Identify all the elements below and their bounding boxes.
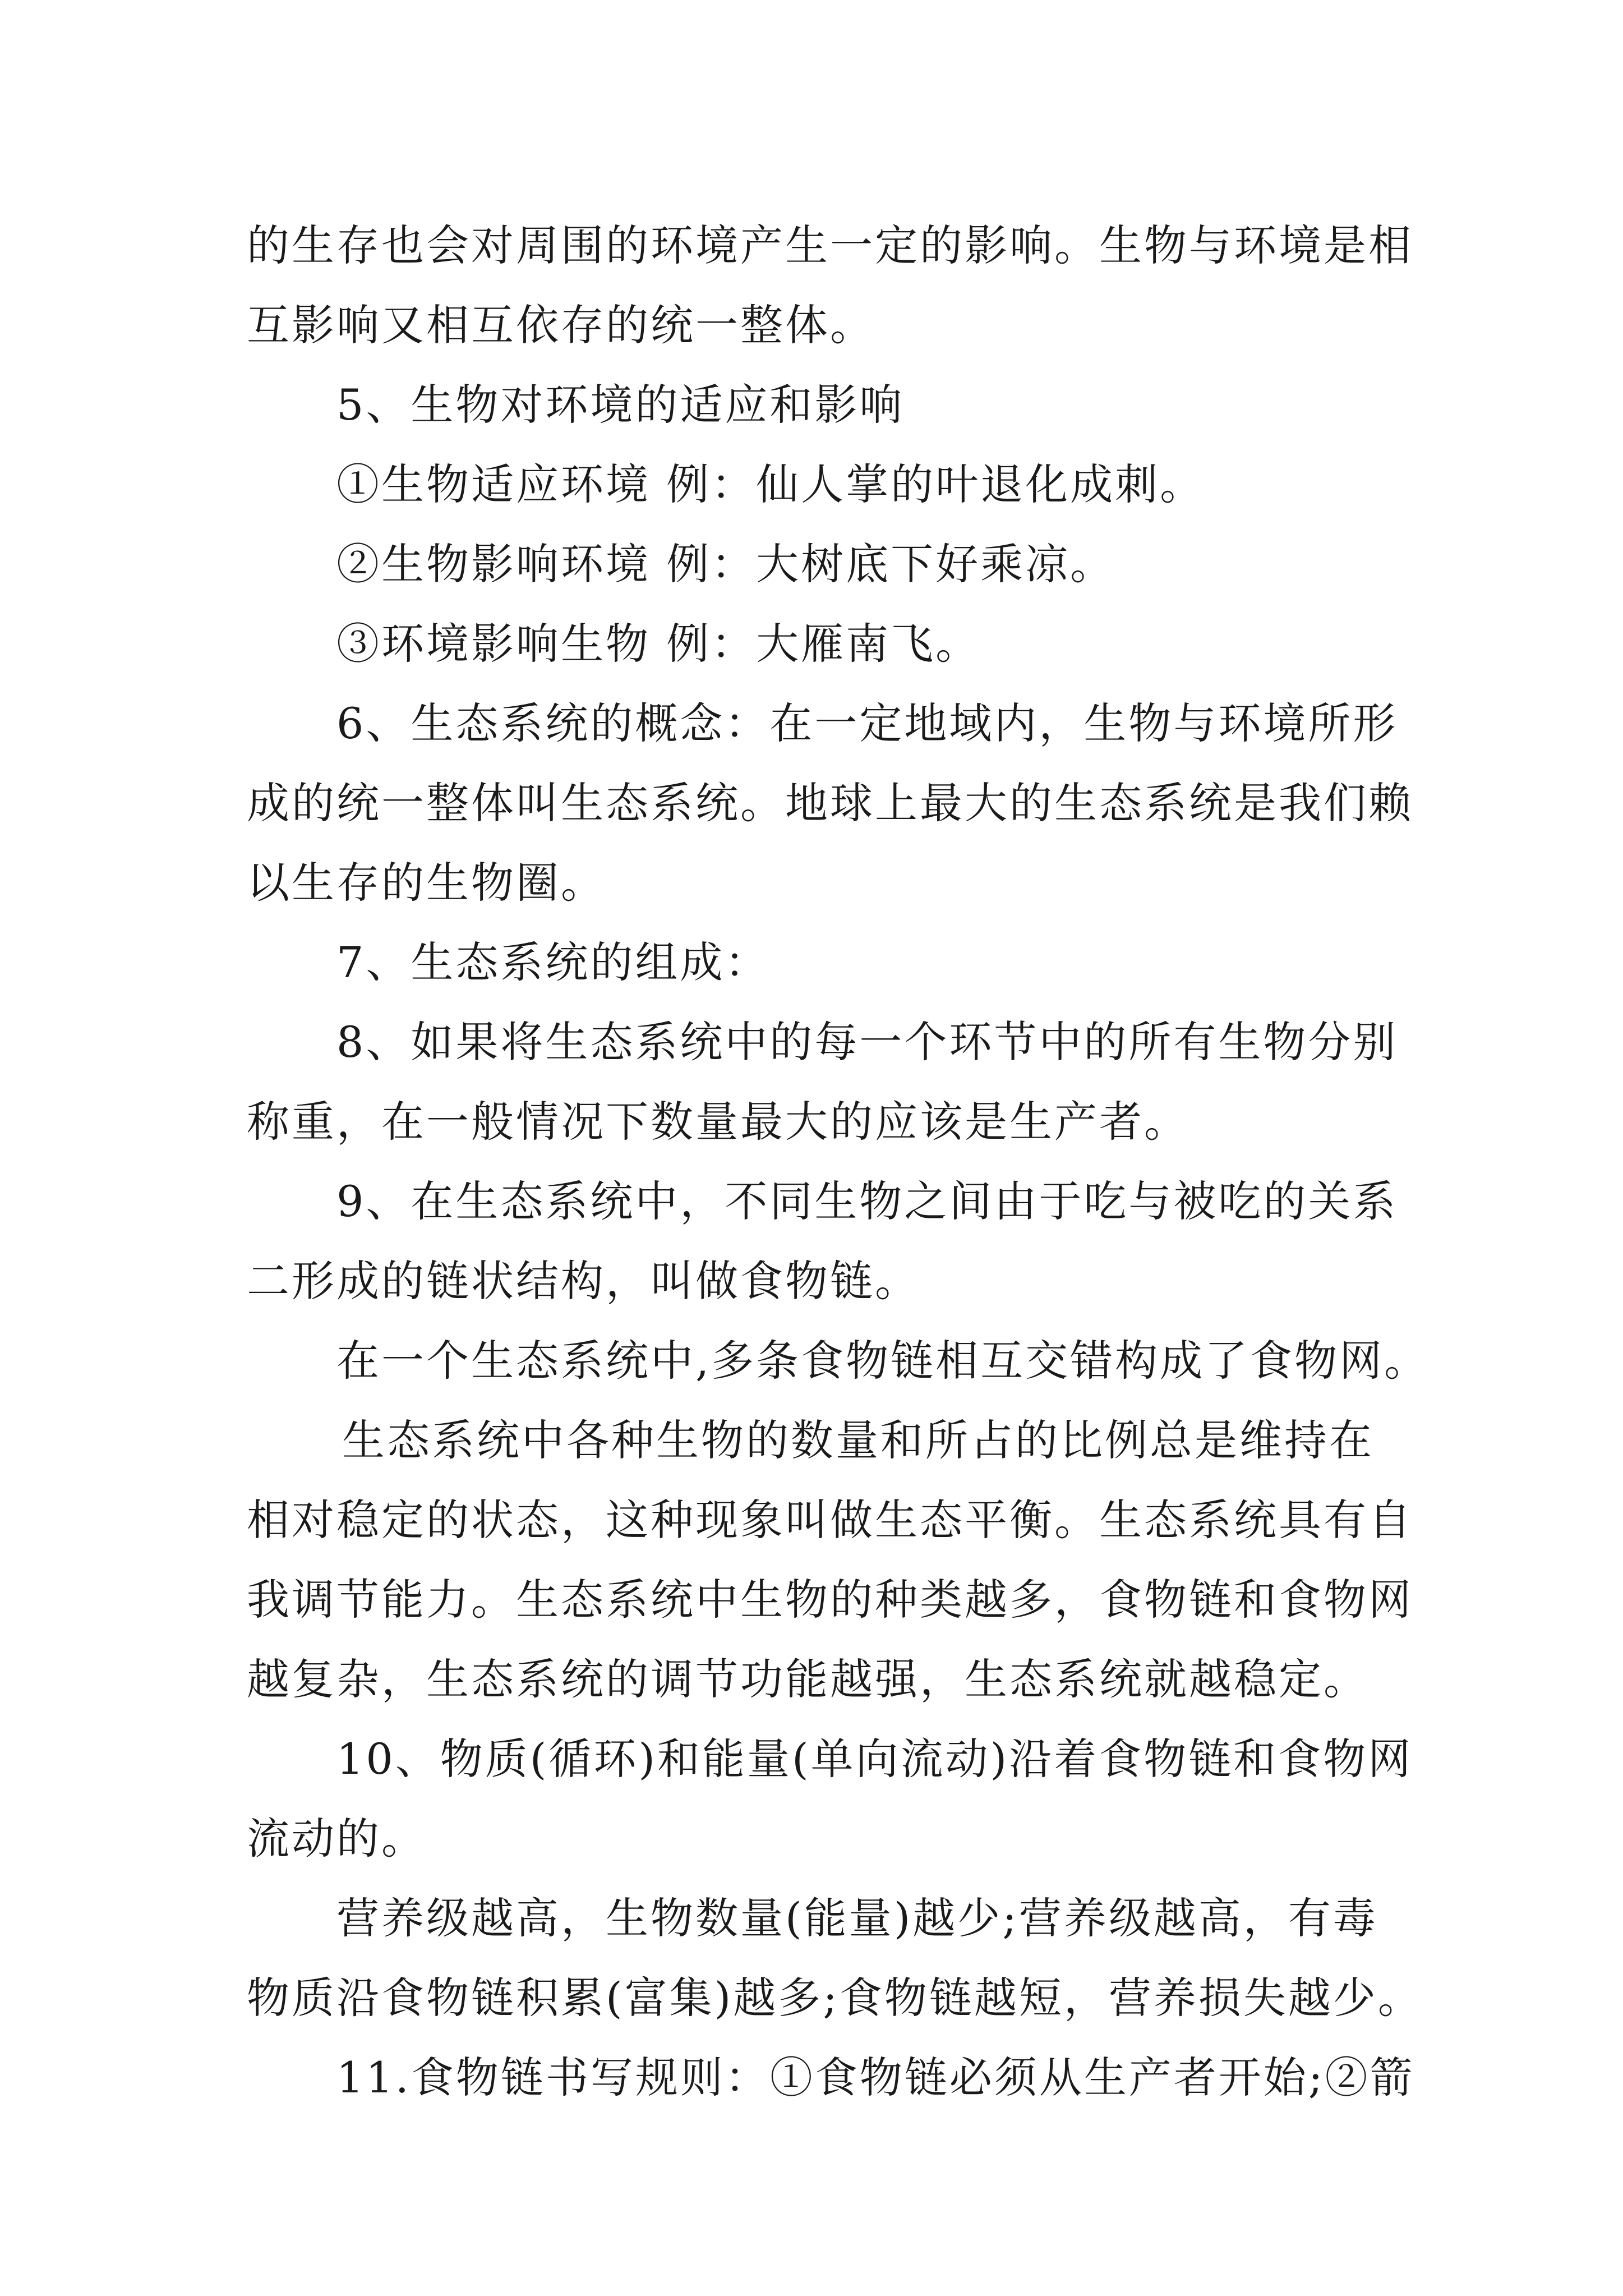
text-line: 11.食物链书写规则：①食物链必须从生产者开始;②箭: [336, 2053, 1415, 2102]
section-heading: 5、生物对环境的适应和影响: [336, 380, 905, 430]
text-line: 我调节能力。生态系统中生物的种类越多，食物链和食物网: [247, 1575, 1413, 1625]
text-line: 在一个生态系统中,多条食物链相互交错构成了食物网。: [336, 1336, 1430, 1386]
text-line: 6、生态系统的概念：在一定地域内，生物与环境所形: [336, 698, 1398, 748]
list-item: ③环境影响生物 例：大雁南飞。: [336, 619, 981, 669]
text-line: 的生存也会对周围的环境产生一定的影响。生物与环境是相: [247, 220, 1413, 270]
text-line: 二形成的链状结构，叫做食物链。: [247, 1256, 920, 1306]
text-line: 相对稳定的状态，这种现象叫做生态平衡。生态系统具有自: [247, 1495, 1413, 1545]
text-line: 称重，在一般情况下数量最大的应该是生产者。: [247, 1097, 1189, 1147]
text-line: 越复杂，生态系统的调节功能越强，生态系统就越稳定。: [247, 1654, 1368, 1704]
text-line: 10、物质(循环)和能量(单向流动)沿着食物链和食物网: [336, 1734, 1413, 1784]
text-line: 9、在生态系统中，不同生物之间由于吃与被吃的关系: [336, 1176, 1398, 1226]
text-line: 成的统一整体叫生态系统。地球上最大的生态系统是我们赖: [247, 778, 1413, 828]
section-heading: 7、生态系统的组成：: [336, 937, 770, 987]
list-item: ②生物影响环境 例：大树底下好乘凉。: [336, 539, 1115, 589]
text-line: 以生存的生物圈。: [247, 858, 606, 908]
text-line: 8、如果将生态系统中的每一个环节中的所有生物分别: [336, 1017, 1398, 1067]
text-line: 营养级越高，生物数量(能量)越少;营养级越高，有毒: [336, 1893, 1378, 1943]
list-item: ①生物适应环境 例：仙人掌的叶退化成刺。: [336, 459, 1205, 509]
text-line: 生态系统中各种生物的数量和所占的比例总是维持在: [342, 1415, 1374, 1465]
text-line: 互影响又相互依存的统一整体。: [247, 300, 875, 350]
text-line: 物质沿食物链积累(富集)越多;食物链越短，营养损失越少。: [247, 1973, 1423, 2023]
text-line: 流动的。: [247, 1814, 426, 1864]
